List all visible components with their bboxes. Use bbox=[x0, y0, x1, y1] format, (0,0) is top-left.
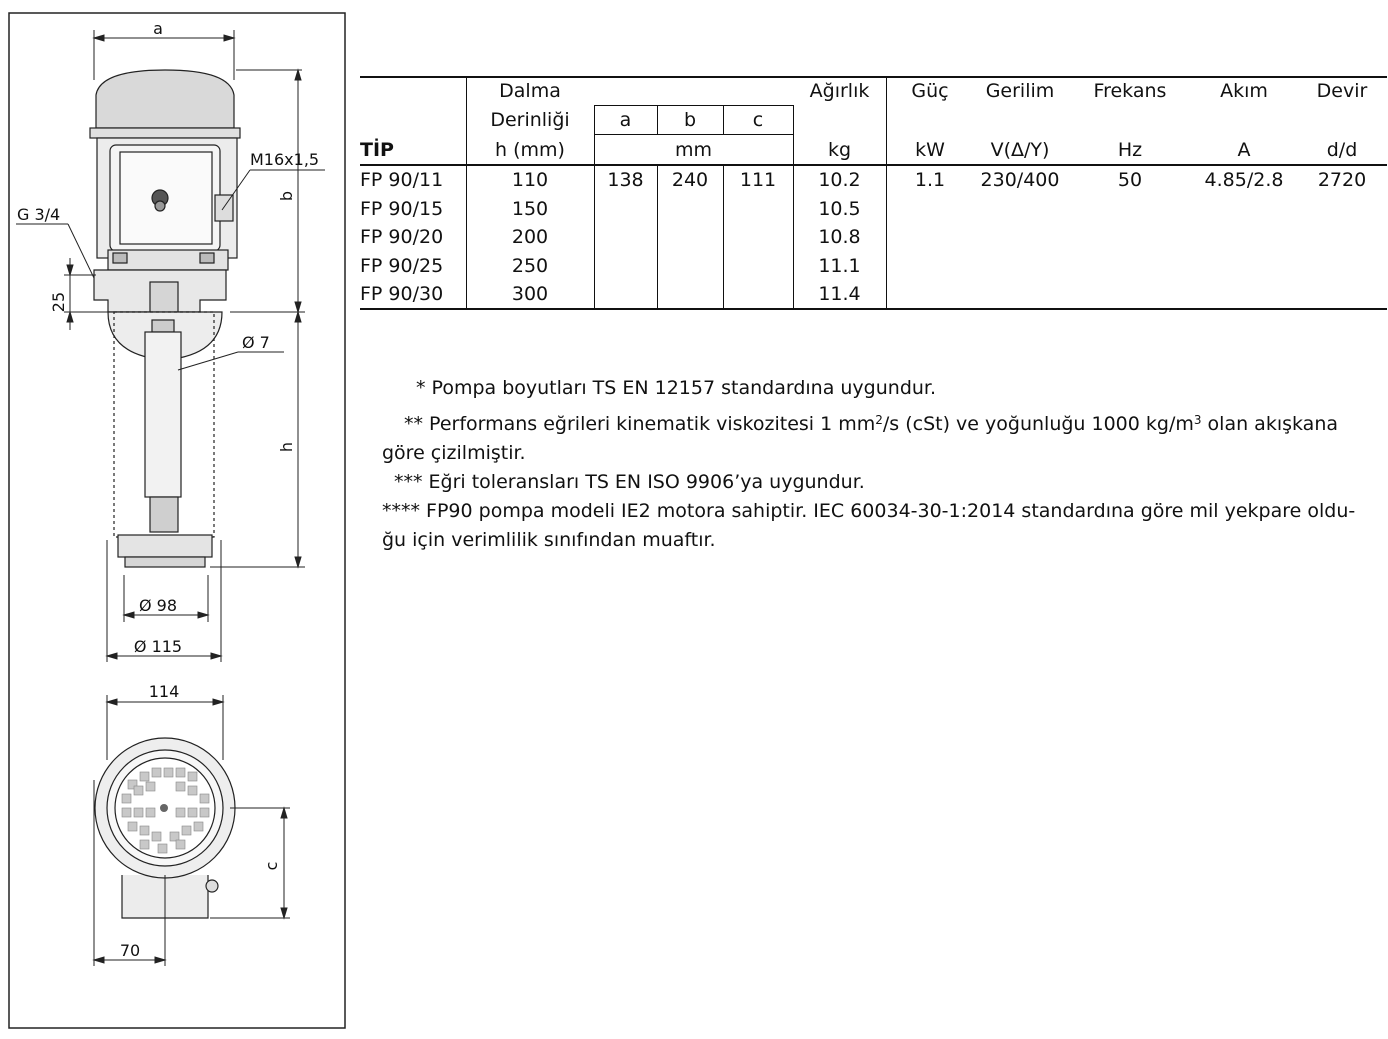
cell-a: 138 bbox=[607, 169, 644, 191]
hdr-mm: mm bbox=[674, 139, 713, 161]
width-70-label: 70 bbox=[119, 941, 141, 960]
hdr-dalma-3: h (mm) bbox=[495, 139, 565, 161]
hdr-frekans-2: Hz bbox=[1117, 139, 1143, 161]
dim-a-label: a bbox=[153, 19, 163, 38]
cell-kg: 11.1 bbox=[818, 255, 861, 277]
abc-rule-mid bbox=[594, 134, 794, 135]
cell-kg: 10.8 bbox=[818, 226, 861, 248]
hdr-gerilim-2: V(Δ/Y) bbox=[990, 139, 1050, 161]
cell-kg: 11.4 bbox=[818, 283, 861, 305]
hdr-akim-1: Akım bbox=[1220, 80, 1268, 102]
hdr-agirlik-2: kg bbox=[827, 139, 852, 161]
note-1: * Pompa boyutları TS EN 12157 standardına uygundur. bbox=[416, 377, 937, 399]
vrule-6 bbox=[886, 76, 887, 308]
hdr-col-a: a bbox=[619, 109, 632, 131]
dim-b-label: b bbox=[277, 190, 296, 202]
note-4: **** FP90 pompa modeli IE2 motora sahiptir. IEC 60034-30-1:2014 standardına göre mil yekpare oldu- bbox=[382, 500, 1356, 522]
hdr-tip: TİP bbox=[360, 139, 394, 161]
hdr-akim-2: A bbox=[1237, 139, 1251, 161]
abc-rule-top bbox=[594, 105, 794, 106]
hdr-col-b: b bbox=[683, 109, 697, 131]
thread-g34-label: G 3/4 bbox=[17, 205, 61, 224]
vrule-2 bbox=[594, 105, 595, 308]
g34-leader bbox=[16, 224, 94, 278]
cell-kg: 10.2 bbox=[818, 169, 861, 191]
note-4-cont: ğu için verimlilik sınıfından muaftır. bbox=[382, 529, 716, 551]
motor-body bbox=[90, 70, 240, 312]
note-2-part-c: olan akışkana bbox=[1201, 413, 1339, 435]
dim-c-label: c bbox=[262, 861, 281, 871]
dia-115-label: Ø 115 bbox=[133, 637, 183, 656]
notes-section bbox=[382, 374, 1372, 555]
cell-h: 150 bbox=[511, 198, 549, 220]
dia7-leader bbox=[178, 352, 284, 370]
cell-devir: 2720 bbox=[1317, 169, 1367, 191]
dim-h-label: h bbox=[277, 441, 296, 453]
thread-m16-label: M16x1,5 bbox=[250, 150, 320, 169]
hdr-frekans-1: Frekans bbox=[1093, 80, 1167, 102]
dia-98-label: Ø 98 bbox=[138, 596, 178, 615]
hdr-dalma-1: Dalma bbox=[499, 80, 561, 102]
cell-v: 230/400 bbox=[980, 169, 1060, 191]
note-2-part-b: /s (cSt) ve yoğunluğu 1000 kg/m bbox=[882, 413, 1194, 435]
cell-hz: 50 bbox=[1117, 169, 1143, 191]
note-2-sup-2: 3 bbox=[1193, 413, 1202, 427]
cell-h: 200 bbox=[511, 226, 549, 248]
hdr-guc-2: kW bbox=[915, 139, 945, 161]
cell-kw: 1.1 bbox=[914, 169, 946, 191]
width-114-label: 114 bbox=[148, 682, 180, 701]
hdr-devir-1: Devir bbox=[1316, 80, 1368, 102]
cell-kg: 10.5 bbox=[818, 198, 861, 220]
cell-h: 110 bbox=[511, 169, 549, 191]
header-bottom-rule bbox=[360, 164, 1387, 166]
cell-c: 111 bbox=[739, 169, 777, 191]
hdr-guc-1: Güç bbox=[911, 80, 949, 102]
hdr-dalma-2: Derinliği bbox=[490, 109, 570, 131]
cell-h: 300 bbox=[511, 283, 549, 305]
cell-tip: FP 90/30 bbox=[360, 283, 444, 305]
table-bottom-rule bbox=[360, 308, 1387, 310]
table-top-rule bbox=[360, 76, 1387, 78]
technical-drawing bbox=[0, 0, 350, 1035]
cell-tip: FP 90/11 bbox=[360, 169, 444, 191]
pump-column bbox=[108, 312, 222, 567]
hdr-agirlik-1: Ağırlık bbox=[809, 80, 870, 102]
cell-h: 250 bbox=[511, 255, 549, 277]
cell-b: 240 bbox=[671, 169, 709, 191]
dia-7-label: Ø 7 bbox=[242, 333, 270, 352]
note-2-cont: göre çizilmiştir. bbox=[382, 442, 526, 464]
note-3: *** Eğri toleransları TS EN ISO 9906’ya uygundur. bbox=[394, 471, 865, 493]
cell-akim: 4.85/2.8 bbox=[1204, 169, 1284, 191]
hdr-gerilim-1: Gerilim bbox=[985, 80, 1055, 102]
note-2 bbox=[382, 410, 1372, 439]
dim-25-label: 25 bbox=[49, 291, 68, 313]
hdr-col-c: c bbox=[752, 109, 764, 131]
cell-tip: FP 90/15 bbox=[360, 198, 444, 220]
cell-tip: FP 90/25 bbox=[360, 255, 444, 277]
cell-tip: FP 90/20 bbox=[360, 226, 444, 248]
pump-drawing-svg bbox=[0, 0, 350, 1035]
fan-hub bbox=[160, 804, 168, 812]
note-2-part-a: ** Performans eğrileri kinematik viskozitesi 1 mm bbox=[404, 413, 876, 435]
hdr-devir-2: d/d bbox=[1326, 139, 1358, 161]
note-2-sup-1: 2 bbox=[875, 413, 883, 427]
